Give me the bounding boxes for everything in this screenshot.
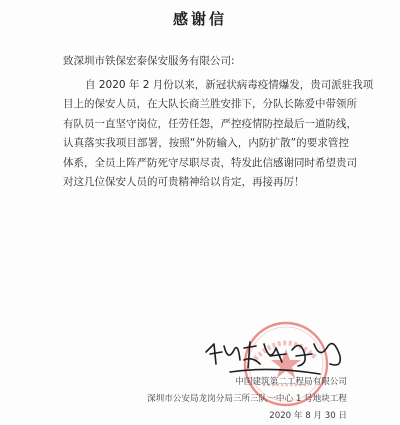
- body-line: 目上的保安人员，在大队长商兰胜安排下，分队长陈爱中带领所: [63, 98, 357, 111]
- body-line: 体系，全员上阵严防死守尽职尽责，特发此信感谢同时希望贵司: [63, 156, 357, 169]
- sender-organization: 中国建筑第二工程局有限公司: [235, 377, 347, 387]
- letter-title: 感谢信: [172, 10, 227, 28]
- body-line: 自 2020 年 2 月份以来，新冠状病毒疫情爆发，贵司派驻我项: [85, 79, 374, 91]
- salutation: 致深圳市铁保宏泰保安服务有限公司:: [63, 55, 235, 67]
- letter-date: 2020 年 8 月 30 日: [269, 411, 347, 421]
- body-line: 认真落实我项目部署，按照“外防输入，内防扩散”的要求管控: [63, 137, 349, 150]
- body-line: 对这几位保安人员的可贵精神给以肯定，再接再厉！: [63, 176, 305, 189]
- body-line: 有队员一直坚守岗位，任劳任怨，严控疫情防控最后一道防线，: [63, 117, 357, 130]
- letter-body: [63, 76, 374, 192]
- sender-project: 深圳市公安局龙岗分局三所三队一中心 1 号地块工程: [147, 394, 347, 404]
